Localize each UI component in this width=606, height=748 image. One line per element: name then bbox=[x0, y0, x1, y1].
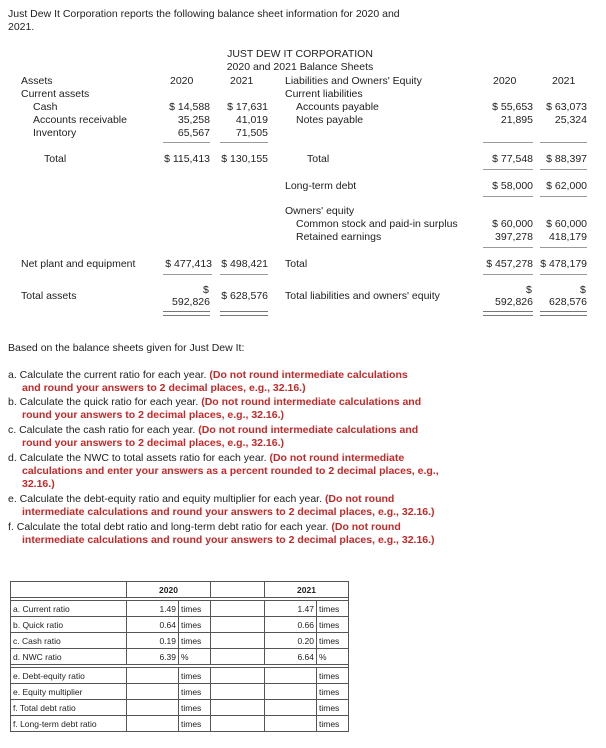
answer-input-2020[interactable]: 0.19 bbox=[127, 633, 179, 649]
eq-2021-rule bbox=[540, 247, 587, 248]
liab-year-2021: 2021 bbox=[552, 75, 576, 87]
unit-2021: times bbox=[317, 601, 349, 617]
sheet-title: 2020 and 2021 Balance Sheets bbox=[226, 61, 374, 73]
long-term-debt-2020: $ 58,000 bbox=[492, 180, 533, 192]
accounts-payable-2020: $ 55,653 bbox=[492, 101, 533, 113]
answer-input-2021[interactable]: 6.64 bbox=[265, 649, 317, 665]
ca-2021-rule bbox=[220, 142, 268, 143]
accounts-receivable-label: Accounts receivable bbox=[33, 114, 127, 126]
unit-2021: times bbox=[317, 617, 349, 633]
cl-total-2021-rule bbox=[540, 169, 587, 170]
long-term-debt-label: Long-term debt bbox=[285, 180, 357, 192]
cash-2020: $ 14,588 bbox=[169, 101, 210, 113]
question-b bbox=[8, 396, 421, 409]
row-spacer bbox=[211, 716, 265, 732]
ltd-2020-rule bbox=[483, 196, 533, 197]
total-current-assets-2020: $ 115,413 bbox=[164, 153, 210, 165]
question-f-instruction-2: intermediate calculations and round your answers to 2 decimal places, e.g., 32.16.) bbox=[22, 534, 435, 546]
cash-2021: $ 17,631 bbox=[227, 101, 268, 113]
question-b-instruction-2: round your answers to 2 decimal places, e.g., 32.16.) bbox=[22, 409, 285, 421]
unit-2020: times bbox=[179, 668, 211, 684]
tle-2020-double-rule bbox=[483, 311, 533, 316]
question-a-instruction-2: and round your answers to 2 decimal places, e.g., 32.16.) bbox=[22, 382, 306, 394]
header-2021: 2021 bbox=[265, 582, 349, 598]
retained-earnings-label: Retained earnings bbox=[296, 231, 382, 243]
assets-header: Assets bbox=[21, 75, 53, 87]
liab-year-2020: 2020 bbox=[493, 75, 517, 87]
liabilities-header: Liabilities and Owners' Equity bbox=[285, 75, 422, 87]
answer-input-2021[interactable] bbox=[265, 684, 317, 700]
row-spacer bbox=[211, 700, 265, 716]
total-assets-2020: 592,826 bbox=[172, 296, 210, 308]
assets-year-2020: 2020 bbox=[170, 75, 194, 87]
ca-2020-rule bbox=[163, 142, 210, 143]
npe-2021-rule bbox=[220, 274, 268, 275]
net-plant-2021: $ 498,421 bbox=[221, 258, 268, 270]
cash-label: Cash bbox=[33, 101, 58, 113]
question-e bbox=[8, 493, 394, 506]
total-le-2020-symbol: $ bbox=[526, 284, 532, 296]
inventory-2021: 71,505 bbox=[235, 127, 268, 139]
row-label: d. NWC ratio bbox=[11, 649, 127, 665]
table-row bbox=[11, 601, 349, 617]
question-c-instruction: (Do not round intermediate calculations and bbox=[198, 424, 419, 436]
assets-year-2021: 2021 bbox=[230, 75, 254, 87]
answer-input-2020[interactable] bbox=[127, 716, 179, 732]
unit-2021: times bbox=[317, 684, 349, 700]
answer-input-2020[interactable] bbox=[127, 668, 179, 684]
answer-table bbox=[10, 581, 349, 732]
unit-2020: % bbox=[179, 649, 211, 665]
row-label: b. Quick ratio bbox=[11, 617, 127, 633]
total-current-liabilities-label: Total bbox=[307, 153, 330, 165]
question-d bbox=[8, 452, 404, 465]
table-row bbox=[11, 633, 349, 649]
unit-2021: times bbox=[317, 700, 349, 716]
row-label: f. Long-term debt ratio bbox=[11, 716, 127, 732]
accounts-receivable-2021: 41,019 bbox=[235, 114, 268, 126]
question-d-instruction: (Do not round intermediate bbox=[269, 452, 405, 464]
common-stock-2021: $ 60,000 bbox=[546, 218, 587, 230]
row-spacer bbox=[211, 617, 265, 633]
row-spacer bbox=[211, 668, 265, 684]
question-f-instruction: (Do not round bbox=[331, 521, 401, 533]
unit-2020: times bbox=[179, 700, 211, 716]
retained-earnings-2021: 418,179 bbox=[549, 231, 587, 243]
answer-input-2021[interactable]: 0.20 bbox=[265, 633, 317, 649]
long-term-debt-2021: $ 62,000 bbox=[546, 180, 587, 192]
common-stock-2020: $ 60,000 bbox=[492, 218, 533, 230]
question-d-instruction-2: calculations and enter your answers as a percent rounded to 2 decimal places, e.g., bbox=[22, 465, 439, 477]
row-spacer bbox=[211, 601, 265, 617]
answer-input-2020[interactable] bbox=[127, 684, 179, 700]
total-le-label: Total liabilities and owners' equity bbox=[285, 290, 440, 302]
retained-earnings-2020: 397,278 bbox=[495, 231, 533, 243]
answer-input-2021[interactable]: 0.66 bbox=[265, 617, 317, 633]
question-c-text: c. Calculate the cash ratio for each year. bbox=[8, 424, 196, 436]
unit-2021: times bbox=[317, 668, 349, 684]
table-row bbox=[11, 716, 349, 732]
unit-2020: times bbox=[179, 617, 211, 633]
total-equity-label: Total bbox=[285, 258, 308, 270]
unit-2020: times bbox=[179, 716, 211, 732]
net-plant-2020: $ 477,413 bbox=[165, 258, 212, 270]
questions-lead: Based on the balance sheets given for Just Dew It: bbox=[8, 342, 245, 354]
cl-2020-rule bbox=[483, 142, 533, 143]
total-current-assets-label: Total bbox=[44, 153, 67, 165]
row-spacer bbox=[211, 633, 265, 649]
question-c bbox=[8, 424, 418, 437]
row-label: e. Debt-equity ratio bbox=[11, 668, 127, 684]
header-blank bbox=[11, 582, 127, 598]
total-le-2020: 592,826 bbox=[495, 296, 533, 308]
question-d-instruction-3: 32.16.) bbox=[22, 478, 55, 490]
current-liabilities-label: Current liabilities bbox=[285, 88, 363, 100]
cl-total-2020-rule bbox=[483, 169, 533, 170]
question-f bbox=[8, 521, 401, 534]
eq-2020-rule bbox=[483, 247, 533, 248]
te-2020-rule bbox=[483, 274, 533, 275]
question-b-instruction: (Do not round intermediate calculations and bbox=[201, 396, 422, 408]
answer-input-2021[interactable]: 1.47 bbox=[265, 601, 317, 617]
ltd-2021-rule bbox=[540, 196, 587, 197]
total-current-liabilities-2021: $ 88,397 bbox=[546, 153, 587, 165]
question-e-instruction-2: intermediate calculations and round your answers to 2 decimal places, e.g., 32.16.) bbox=[22, 506, 435, 518]
header-spacer bbox=[211, 582, 265, 598]
notes-payable-2020: 21,895 bbox=[500, 114, 533, 126]
company-title: JUST DEW IT CORPORATION bbox=[227, 48, 373, 60]
unit-2020: times bbox=[179, 684, 211, 700]
accounts-receivable-2020: 35,258 bbox=[177, 114, 210, 126]
total-current-liabilities-2020: $ 77,548 bbox=[492, 153, 533, 165]
question-e-instruction: (Do not round bbox=[324, 493, 395, 505]
answer-input-2020[interactable]: 6.39 bbox=[127, 649, 179, 665]
te-2021-rule bbox=[540, 274, 587, 275]
notes-payable-label: Notes payable bbox=[296, 114, 364, 126]
cl-2021-rule bbox=[540, 142, 587, 143]
total-assets-2021: $ 628,576 bbox=[221, 290, 268, 302]
npe-2020-rule bbox=[163, 274, 212, 275]
question-a-text: a. Calculate the current ratio for each year. bbox=[8, 369, 207, 381]
question-a bbox=[8, 369, 408, 382]
row-label: f. Total debt ratio bbox=[11, 700, 127, 716]
question-a-instruction: (Do not round intermediate calculations bbox=[209, 369, 408, 381]
total-current-assets-2021: $ 130,155 bbox=[221, 153, 268, 165]
ta-2021-double-rule bbox=[220, 311, 268, 316]
table-row bbox=[11, 617, 349, 633]
total-equity-2021: $ 478,179 bbox=[540, 258, 587, 270]
row-spacer bbox=[211, 649, 265, 665]
total-assets-2020-symbol: $ bbox=[203, 284, 209, 296]
notes-payable-2021: 25,324 bbox=[554, 114, 587, 126]
common-stock-label: Common stock and paid-in surplus bbox=[296, 218, 458, 230]
total-equity-2020: $ 457,278 bbox=[486, 258, 533, 270]
question-d-text: d. Calculate the NWC to total assets ratio for each year. bbox=[8, 452, 267, 464]
current-assets-label: Current assets bbox=[21, 88, 90, 100]
answer-header-row bbox=[11, 582, 349, 598]
answer-input-2020[interactable]: 0.64 bbox=[127, 617, 179, 633]
total-le-2021-symbol: $ bbox=[580, 284, 586, 296]
table-row bbox=[11, 684, 349, 700]
accounts-payable-label: Accounts payable bbox=[296, 101, 379, 113]
table-row bbox=[11, 649, 349, 665]
unit-2021: times bbox=[317, 633, 349, 649]
answer-input-2021[interactable] bbox=[265, 716, 317, 732]
net-plant-label: Net plant and equipment bbox=[21, 258, 136, 270]
total-le-2021: 628,576 bbox=[549, 296, 587, 308]
inventory-label: Inventory bbox=[33, 127, 77, 139]
inventory-2020: 65,567 bbox=[177, 127, 210, 139]
row-label: c. Cash ratio bbox=[11, 633, 127, 649]
intro-line-2: 2021. bbox=[8, 21, 35, 33]
unit-2020: times bbox=[179, 601, 211, 617]
answer-input-2021[interactable] bbox=[265, 700, 317, 716]
accounts-payable-2021: $ 63,073 bbox=[546, 101, 587, 113]
owners-equity-label: Owners' equity bbox=[285, 205, 355, 217]
ta-2020-double-rule bbox=[163, 311, 210, 316]
question-c-instruction-2: round your answers to 2 decimal places, e.g., 32.16.) bbox=[22, 437, 285, 449]
unit-2020: times bbox=[179, 633, 211, 649]
table-row bbox=[11, 700, 349, 716]
unit-2021: times bbox=[317, 716, 349, 732]
intro-line-1: Just Dew It Corporation reports the following balance sheet information for 2020 and bbox=[8, 8, 400, 20]
total-assets-label: Total assets bbox=[21, 290, 77, 302]
row-spacer bbox=[211, 684, 265, 700]
question-b-text: b. Calculate the quick ratio for each year. bbox=[8, 396, 199, 408]
question-f-text: f. Calculate the total debt ratio and long-term debt ratio for each year. bbox=[8, 521, 329, 533]
tle-2021-double-rule bbox=[540, 311, 587, 316]
answer-input-2021[interactable] bbox=[265, 668, 317, 684]
row-label: e. Equity multiplier bbox=[11, 684, 127, 700]
header-2020: 2020 bbox=[127, 582, 211, 598]
answer-input-2020[interactable]: 1.49 bbox=[127, 601, 179, 617]
answer-input-2020[interactable] bbox=[127, 700, 179, 716]
question-e-text: e. Calculate the debt-equity ratio and equity multiplier for each year. bbox=[8, 493, 323, 505]
row-label: a. Current ratio bbox=[11, 601, 127, 617]
unit-2021: % bbox=[317, 649, 349, 665]
table-row bbox=[11, 668, 349, 684]
